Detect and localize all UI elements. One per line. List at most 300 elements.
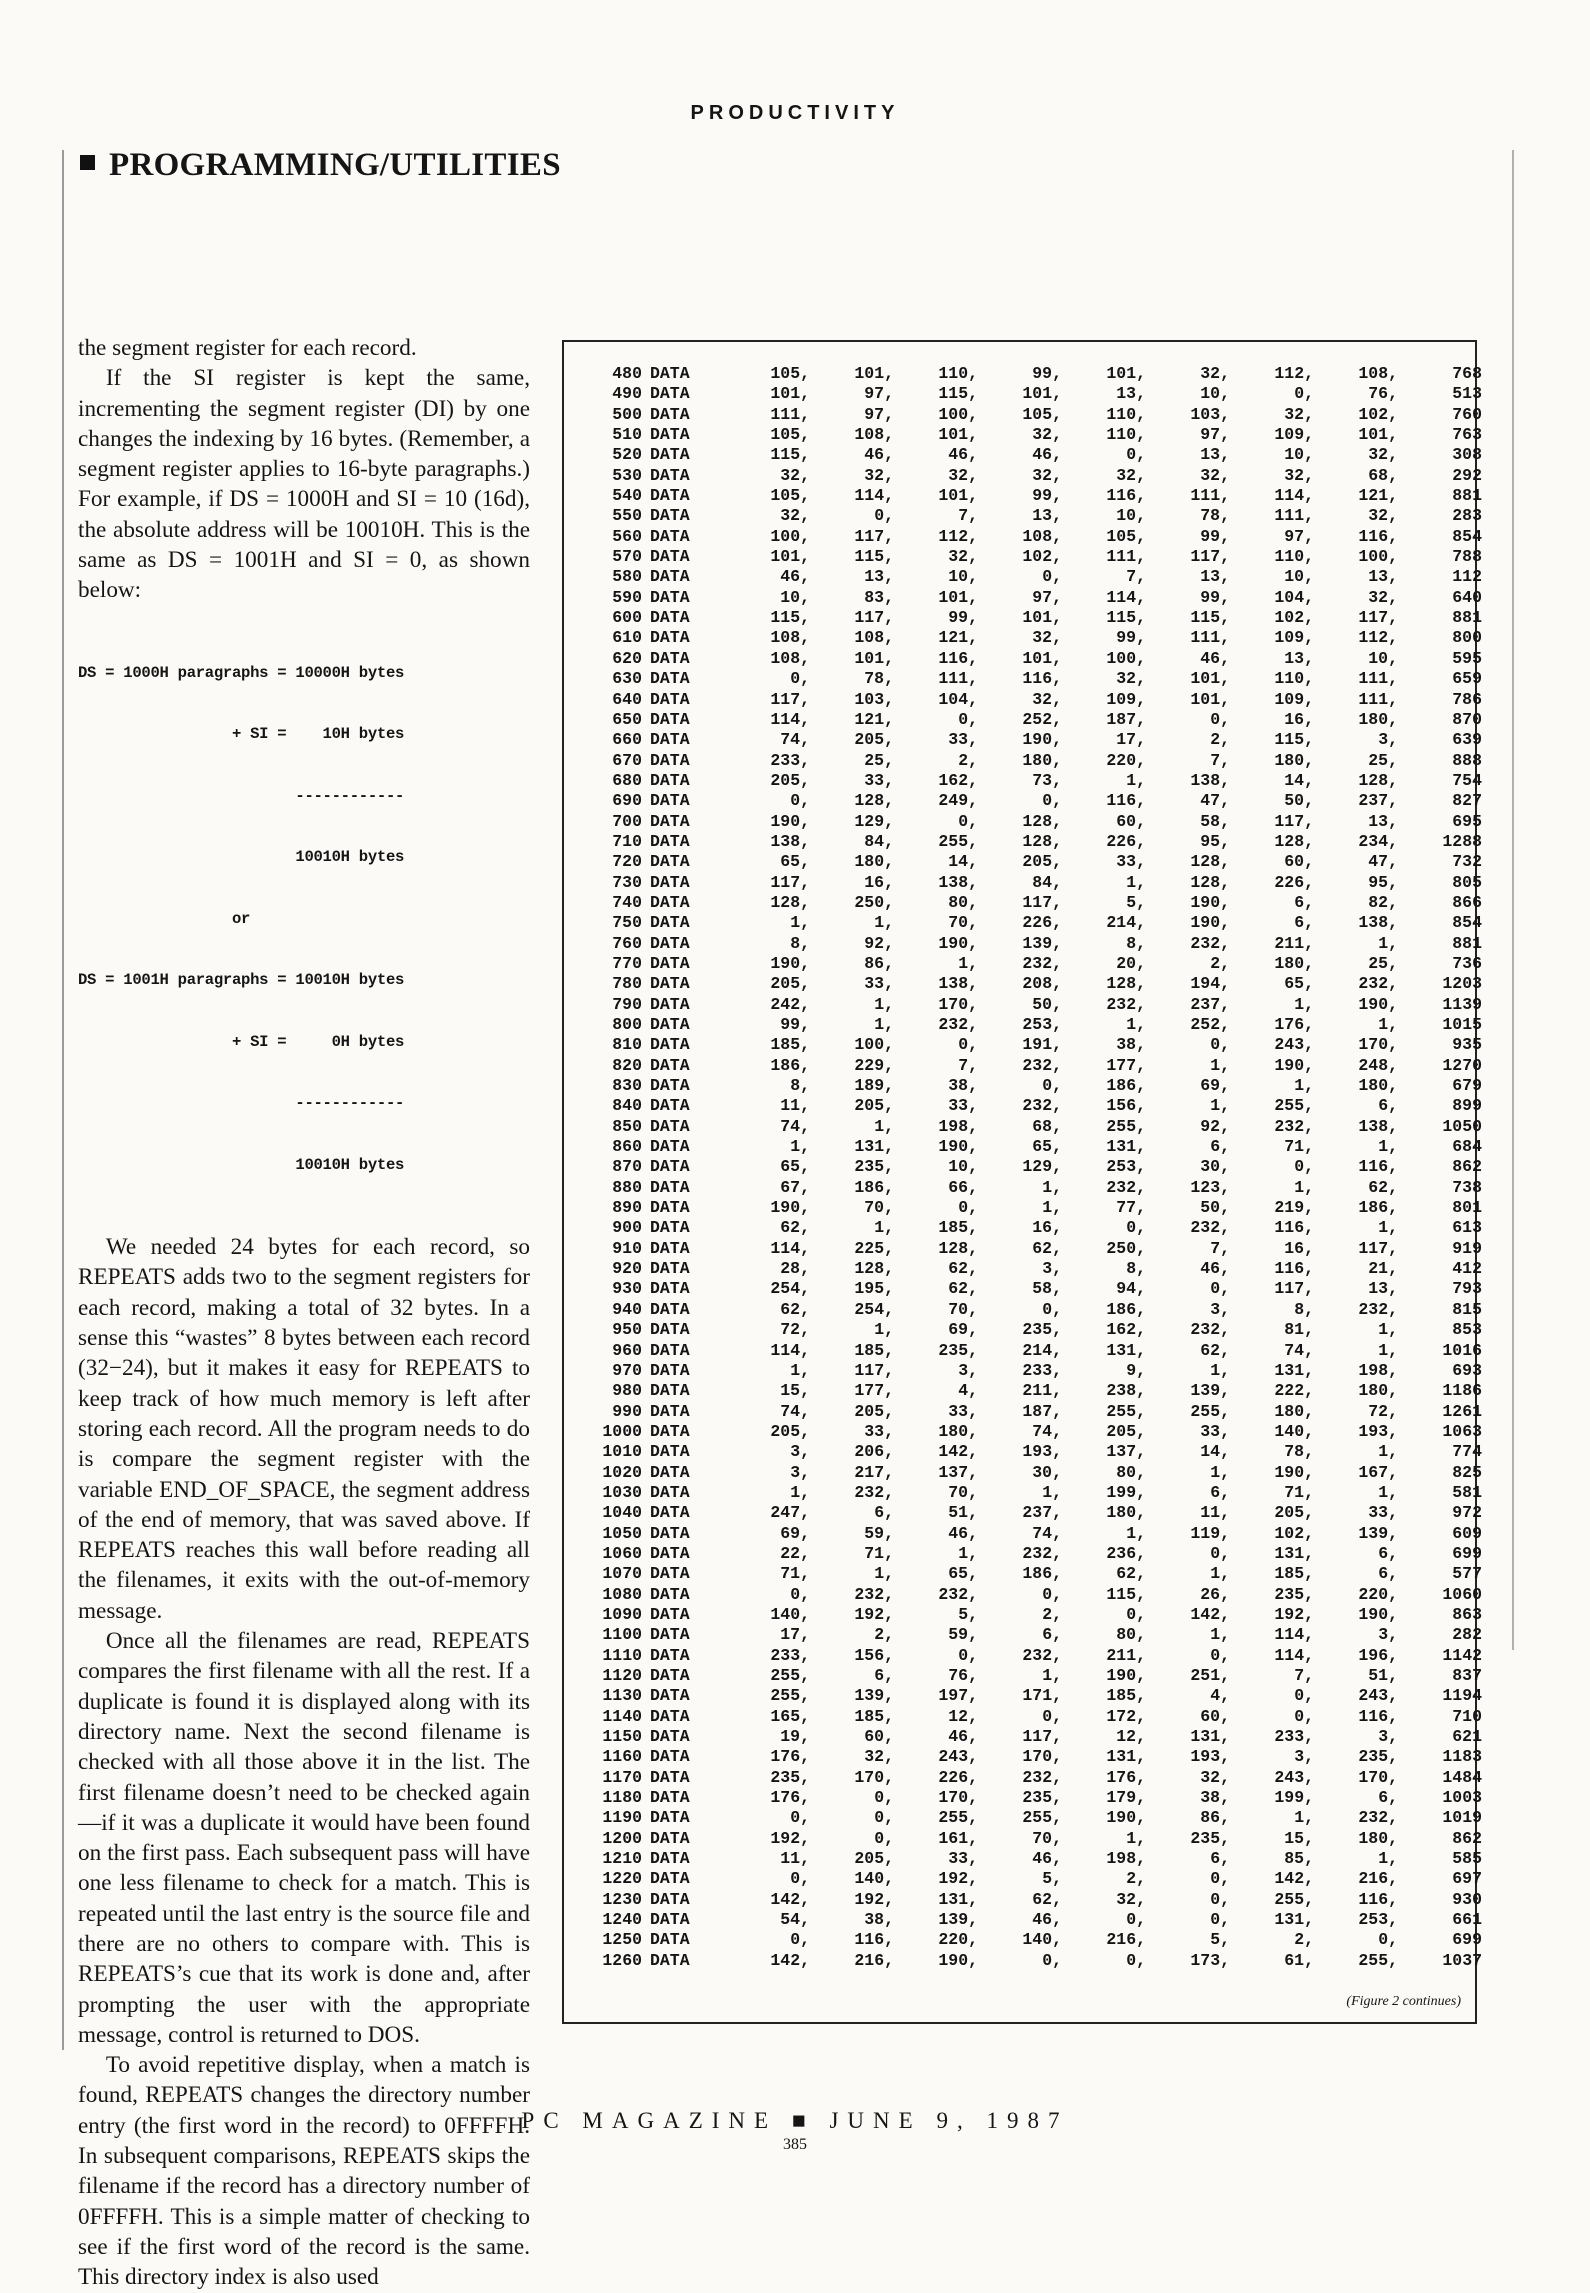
data-value: 116,: [854, 1930, 894, 1950]
data-value: 0,: [874, 1788, 894, 1808]
data-value: 117,: [1358, 608, 1398, 628]
data-keyword: DATA: [650, 1218, 690, 1238]
paragraph: To avoid repetitive display, when a match is found, REPEATS changes the directory number entry (the first word in the record) to 0FFFFH. In subsequent comparisons, REPEATS skips the filename if the record has a directory number of 0FFFFH. This is a simple matter of checking to see if the first word of the record is the same. This directory index is also used: [78, 2052, 530, 2291]
listing-row: [592, 1910, 1482, 1930]
data-keyword: DATA: [650, 1238, 690, 1258]
data-value: 112,: [938, 526, 978, 546]
data-value: 116,: [1358, 1157, 1398, 1177]
data-value: 111,: [938, 669, 978, 689]
data-value: 229,: [854, 1055, 894, 1075]
data-keyword: DATA: [650, 1137, 690, 1157]
data-value: 74,: [1032, 1523, 1062, 1543]
data-value: 32,: [1116, 1889, 1146, 1909]
listing-row: [592, 1951, 1482, 1971]
data-value: 1,: [958, 1543, 978, 1563]
data-value: 225,: [854, 1238, 894, 1258]
data-value: 0,: [790, 791, 810, 811]
data-value: 1,: [1378, 1320, 1398, 1340]
data-value: 13,: [1368, 567, 1398, 587]
data-value: 25,: [1368, 750, 1398, 770]
data-value: 38,: [1116, 1035, 1146, 1055]
data-value: 111,: [1358, 669, 1398, 689]
line-number: 940: [612, 1299, 642, 1319]
data-keyword: DATA: [650, 994, 690, 1014]
data-value: 117,: [1022, 1727, 1062, 1747]
checksum-value: 930: [1452, 1889, 1482, 1909]
data-value: 6,: [1378, 1564, 1398, 1584]
data-value: 33,: [864, 974, 894, 994]
data-value: 255,: [1022, 1808, 1062, 1828]
checksum-value: 774: [1452, 1442, 1482, 1462]
data-value: 68,: [1032, 1116, 1062, 1136]
data-value: 65,: [948, 1564, 978, 1584]
data-keyword: DATA: [650, 1360, 690, 1380]
line-number: 660: [612, 730, 642, 750]
line-number: 500: [612, 404, 642, 424]
listing-row: [592, 934, 1482, 954]
data-value: 60,: [864, 1727, 894, 1747]
data-value: 101,: [938, 425, 978, 445]
checksum-value: 1261: [1442, 1401, 1482, 1421]
data-value: 117,: [854, 1360, 894, 1380]
line-number: 900: [612, 1218, 642, 1238]
data-value: 10,: [1284, 445, 1314, 465]
data-value: 10,: [1368, 648, 1398, 668]
data-value: 32,: [948, 547, 978, 567]
data-value: 62,: [780, 1218, 810, 1238]
figure-caption: (Figure 2 continues): [1346, 1994, 1461, 2009]
checksum-value: 1003: [1442, 1788, 1482, 1808]
data-value: 2,: [1126, 1869, 1146, 1889]
data-value: 116,: [1274, 1259, 1314, 1279]
checksum-value: 699: [1452, 1543, 1482, 1563]
data-value: 105,: [770, 425, 810, 445]
data-value: 131,: [1274, 1910, 1314, 1930]
data-value: 205,: [770, 974, 810, 994]
data-value: 62,: [1032, 1238, 1062, 1258]
listing-row: [592, 1096, 1482, 1116]
data-value: 185,: [854, 1340, 894, 1360]
line-number: 1220: [602, 1869, 642, 1889]
line-number: 920: [612, 1259, 642, 1279]
listing-row: [592, 669, 1482, 689]
data-keyword: DATA: [650, 1666, 690, 1685]
listing-row: [592, 466, 1482, 486]
data-value: 0,: [1042, 567, 1062, 587]
data-value: 6,: [1294, 913, 1314, 933]
data-value: 190,: [1106, 1666, 1146, 1685]
data-value: 8,: [790, 933, 810, 953]
data-value: 190,: [1358, 1604, 1398, 1624]
data-value: 222,: [1274, 1381, 1314, 1401]
data-value: 1,: [1378, 1340, 1398, 1360]
data-value: 72,: [780, 1320, 810, 1340]
data-keyword: DATA: [650, 831, 690, 851]
data-value: 235,: [1274, 1584, 1314, 1604]
data-value: 69,: [1200, 1076, 1230, 1096]
data-value: 101,: [770, 547, 810, 567]
data-value: 205,: [854, 1849, 894, 1869]
data-keyword: DATA: [650, 1116, 690, 1136]
data-value: 128,: [770, 892, 810, 912]
data-value: 33,: [1368, 1503, 1398, 1523]
data-value: 131,: [1274, 1360, 1314, 1380]
data-value: 189,: [854, 1076, 894, 1096]
data-value: 1,: [1210, 1462, 1230, 1482]
data-value: 232,: [1022, 953, 1062, 973]
data-value: 100,: [1106, 648, 1146, 668]
data-value: 0,: [1126, 1218, 1146, 1238]
data-value: 255,: [1274, 1889, 1314, 1909]
data-value: 192,: [854, 1889, 894, 1909]
data-value: 108,: [854, 425, 894, 445]
data-keyword: DATA: [650, 689, 690, 709]
data-keyword: DATA: [650, 953, 690, 973]
data-value: 22,: [780, 1543, 810, 1563]
data-keyword: DATA: [650, 1849, 690, 1869]
listing-row: [592, 1157, 1482, 1177]
data-value: 32,: [1284, 465, 1314, 485]
listing-row: [592, 1442, 1482, 1462]
data-value: 140,: [854, 1869, 894, 1889]
data-keyword: DATA: [650, 1706, 690, 1726]
data-value: 180,: [1358, 709, 1398, 729]
data-value: 32,: [780, 465, 810, 485]
data-value: 190,: [938, 933, 978, 953]
listing-row: [592, 974, 1482, 994]
data-value: 104,: [1274, 587, 1314, 607]
data-value: 0,: [1042, 791, 1062, 811]
line-number: 1010: [602, 1442, 642, 1462]
data-value: 205,: [1106, 1421, 1146, 1441]
data-value: 226,: [1106, 831, 1146, 851]
code-line: + SI = 0H bytes: [78, 1032, 405, 1051]
line-number: 1150: [602, 1727, 642, 1747]
data-keyword: DATA: [650, 1340, 690, 1360]
data-keyword: DATA: [650, 1482, 690, 1502]
data-value: 99,: [1032, 364, 1062, 383]
paragraph: the segment register for each record.: [78, 335, 417, 361]
data-value: 190,: [1190, 913, 1230, 933]
data-value: 114,: [854, 486, 894, 506]
data-value: 192,: [938, 1869, 978, 1889]
data-value: 13,: [1200, 567, 1230, 587]
line-number: 880: [612, 1177, 642, 1197]
data-value: 8,: [1294, 1299, 1314, 1319]
data-value: 192,: [770, 1828, 810, 1848]
data-value: 67,: [780, 1177, 810, 1197]
data-value: 116,: [1358, 1706, 1398, 1726]
data-value: 65,: [780, 1157, 810, 1177]
line-number: 1060: [602, 1543, 642, 1563]
data-value: 142,: [1190, 1604, 1230, 1624]
data-value: 1,: [874, 1218, 894, 1238]
line-number: 550: [612, 506, 642, 526]
data-value: 13,: [1368, 811, 1398, 831]
line-number: 720: [612, 852, 642, 872]
data-value: 13,: [1368, 1279, 1398, 1299]
data-value: 232,: [1106, 1177, 1146, 1197]
data-value: 237,: [1358, 791, 1398, 811]
data-value: 211,: [1274, 933, 1314, 953]
data-keyword: DATA: [650, 1523, 690, 1543]
data-value: 185,: [770, 1035, 810, 1055]
data-value: 3,: [1378, 1625, 1398, 1645]
data-value: 1,: [790, 913, 810, 933]
data-keyword: DATA: [650, 1177, 690, 1197]
listing-row: [592, 1605, 1482, 1625]
data-value: 214,: [1106, 913, 1146, 933]
data-value: 1,: [1126, 770, 1146, 790]
data-keyword: DATA: [650, 1930, 690, 1950]
checksum-value: 308: [1452, 445, 1482, 465]
data-value: 177,: [854, 1381, 894, 1401]
data-value: 32,: [1368, 587, 1398, 607]
data-value: 4,: [958, 1381, 978, 1401]
data-value: 6,: [874, 1666, 894, 1685]
data-value: 6,: [1378, 1096, 1398, 1116]
data-value: 176,: [770, 1747, 810, 1767]
data-value: 194,: [1190, 974, 1230, 994]
data-value: 131,: [1274, 1543, 1314, 1563]
checksum-value: 1203: [1442, 974, 1482, 994]
data-value: 1,: [1378, 933, 1398, 953]
data-value: 232,: [1022, 1767, 1062, 1787]
checksum-value: 639: [1452, 730, 1482, 750]
data-value: 15,: [1284, 1828, 1314, 1848]
data-value: 81,: [1284, 1320, 1314, 1340]
checksum-value: 659: [1452, 669, 1482, 689]
data-keyword: DATA: [650, 1320, 690, 1340]
data-value: 0,: [790, 1869, 810, 1889]
data-value: 129,: [1022, 1157, 1062, 1177]
data-value: 105,: [1106, 526, 1146, 546]
data-value: 190,: [770, 1198, 810, 1218]
data-value: 117,: [1274, 811, 1314, 831]
data-value: 80,: [1116, 1625, 1146, 1645]
listing-row: [592, 567, 1482, 587]
data-value: 131,: [1106, 1137, 1146, 1157]
listing-row: [592, 1483, 1482, 1503]
data-value: 205,: [1274, 1503, 1314, 1523]
data-keyword: DATA: [650, 1625, 690, 1645]
data-value: 117,: [1190, 547, 1230, 567]
data-value: 243,: [938, 1747, 978, 1767]
listing-row: [592, 1279, 1482, 1299]
data-value: 32,: [864, 465, 894, 485]
data-value: 70,: [948, 913, 978, 933]
data-value: 0,: [1210, 1035, 1230, 1055]
data-value: 101,: [1106, 364, 1146, 383]
data-value: 99,: [948, 608, 978, 628]
data-value: 190,: [938, 1950, 978, 1970]
listing-row: [592, 1341, 1482, 1361]
data-value: 46,: [948, 1523, 978, 1543]
data-value: 46,: [948, 445, 978, 465]
data-keyword: DATA: [650, 1279, 690, 1299]
data-value: 131,: [854, 1137, 894, 1157]
data-value: 69,: [780, 1523, 810, 1543]
data-value: 100,: [1358, 547, 1398, 567]
data-value: 254,: [854, 1299, 894, 1319]
data-value: 11,: [780, 1096, 810, 1116]
line-number: 950: [612, 1320, 642, 1340]
listing-row: [592, 1056, 1482, 1076]
data-value: 139,: [1022, 933, 1062, 953]
data-value: 7,: [1210, 750, 1230, 770]
data-value: 1,: [1210, 1360, 1230, 1380]
bullet-square-icon: [80, 155, 95, 170]
data-value: 102,: [1274, 1523, 1314, 1543]
data-keyword: DATA: [650, 1950, 690, 1970]
data-value: 1,: [958, 953, 978, 973]
data-value: 121,: [1358, 486, 1398, 506]
data-value: 105,: [770, 364, 810, 383]
line-number: 1050: [602, 1523, 642, 1543]
data-value: 11,: [1200, 1503, 1230, 1523]
data-value: 10,: [1200, 384, 1230, 404]
data-value: 187,: [1022, 1401, 1062, 1421]
listing-row: [592, 628, 1482, 648]
data-value: 3,: [1042, 1259, 1062, 1279]
data-value: 0,: [1126, 445, 1146, 465]
line-number: 620: [612, 648, 642, 668]
line-number: 1020: [602, 1462, 642, 1482]
checksum-value: 815: [1452, 1299, 1482, 1319]
data-value: 58,: [1032, 1279, 1062, 1299]
checksum-value: 699: [1452, 1930, 1482, 1950]
listing-row: [592, 1422, 1482, 1442]
data-value: 105,: [770, 486, 810, 506]
data-value: 3,: [1378, 730, 1398, 750]
listing-row: [592, 1727, 1482, 1747]
data-value: 10,: [1116, 506, 1146, 526]
data-keyword: DATA: [650, 974, 690, 994]
line-number: 790: [612, 994, 642, 1014]
data-value: 0,: [958, 1645, 978, 1665]
code-line: + SI = 10H bytes: [78, 725, 405, 744]
data-value: 226,: [1022, 913, 1062, 933]
data-keyword: DATA: [650, 1401, 690, 1421]
checksum-value: 697: [1452, 1869, 1482, 1889]
data-value: 121,: [938, 628, 978, 648]
listing-row: [592, 588, 1482, 608]
data-value: 185,: [854, 1706, 894, 1726]
data-value: 71,: [780, 1564, 810, 1584]
data-value: 46,: [1200, 1259, 1230, 1279]
data-value: 0,: [1042, 1950, 1062, 1970]
data-value: 32,: [1032, 689, 1062, 709]
data-value: 139,: [1358, 1523, 1398, 1543]
data-keyword: DATA: [650, 1727, 690, 1747]
checksum-value: 862: [1452, 1828, 1482, 1848]
listing-row: [592, 384, 1482, 404]
data-value: 32,: [1116, 465, 1146, 485]
checksum-value: 661: [1452, 1910, 1482, 1930]
line-number: 770: [612, 953, 642, 973]
listing-rows: [592, 364, 1482, 1971]
data-value: 1,: [790, 1360, 810, 1380]
line-number: 600: [612, 608, 642, 628]
data-value: 0,: [1042, 1706, 1062, 1726]
data-value: 74,: [780, 1116, 810, 1136]
data-value: 14,: [1200, 1442, 1230, 1462]
data-value: 170,: [938, 994, 978, 1014]
data-value: 211,: [1106, 1645, 1146, 1665]
checksum-value: 853: [1452, 1320, 1482, 1340]
data-value: 205,: [854, 730, 894, 750]
data-keyword: DATA: [650, 913, 690, 933]
line-number: 980: [612, 1381, 642, 1401]
listing-row: [592, 995, 1482, 1015]
data-value: 0,: [790, 669, 810, 689]
data-value: 1,: [874, 1015, 894, 1034]
data-value: 110,: [1274, 669, 1314, 689]
checksum-value: 1186: [1442, 1381, 1482, 1401]
data-value: 72,: [1368, 1401, 1398, 1421]
data-value: 139,: [854, 1686, 894, 1706]
checksum-value: 825: [1452, 1462, 1482, 1482]
data-value: 247,: [770, 1503, 810, 1523]
data-value: 117,: [1274, 1279, 1314, 1299]
checksum-value: 640: [1452, 587, 1482, 607]
data-value: 97,: [864, 404, 894, 424]
data-value: 82,: [1368, 892, 1398, 912]
line-number: 1070: [602, 1564, 642, 1584]
data-value: 173,: [1190, 1950, 1230, 1970]
data-value: 110,: [938, 364, 978, 383]
data-value: 13,: [1116, 384, 1146, 404]
data-value: 33,: [948, 1401, 978, 1421]
code-line: DS = 1001H paragraphs = 10010H bytes: [78, 971, 405, 990]
data-value: 114,: [1106, 587, 1146, 607]
data-value: 80,: [948, 892, 978, 912]
data-value: 1,: [1210, 1564, 1230, 1584]
listing-row: [592, 812, 1482, 832]
data-value: 33,: [948, 1096, 978, 1116]
data-value: 128,: [1274, 831, 1314, 851]
line-number: 650: [612, 709, 642, 729]
line-number: 800: [612, 1015, 642, 1034]
data-value: 243,: [1274, 1767, 1314, 1787]
data-value: 0,: [1042, 1076, 1062, 1096]
data-value: 7,: [1210, 1238, 1230, 1258]
data-value: 1,: [1294, 1177, 1314, 1197]
data-value: 6,: [1294, 892, 1314, 912]
line-number: 1000: [602, 1421, 642, 1441]
data-value: 128,: [938, 1238, 978, 1258]
data-value: 252,: [1022, 709, 1062, 729]
data-value: 105,: [1022, 404, 1062, 424]
data-value: 1,: [1042, 1482, 1062, 1502]
line-number: 670: [612, 750, 642, 770]
data-value: 51,: [1368, 1666, 1398, 1685]
data-value: 190,: [1190, 892, 1230, 912]
data-value: 12,: [1116, 1727, 1146, 1747]
data-value: 115,: [854, 547, 894, 567]
data-keyword: DATA: [650, 465, 690, 485]
data-value: 108,: [1358, 364, 1398, 383]
data-value: 32,: [1032, 425, 1062, 445]
data-value: 198,: [938, 1116, 978, 1136]
data-value: 232,: [938, 1584, 978, 1604]
data-value: 197,: [938, 1686, 978, 1706]
data-value: 99,: [1200, 587, 1230, 607]
listing-row: [592, 1463, 1482, 1483]
section-label: PRODUCTIVITY: [690, 102, 900, 124]
checksum-value: 679: [1452, 1076, 1482, 1096]
data-value: 97,: [1032, 587, 1062, 607]
